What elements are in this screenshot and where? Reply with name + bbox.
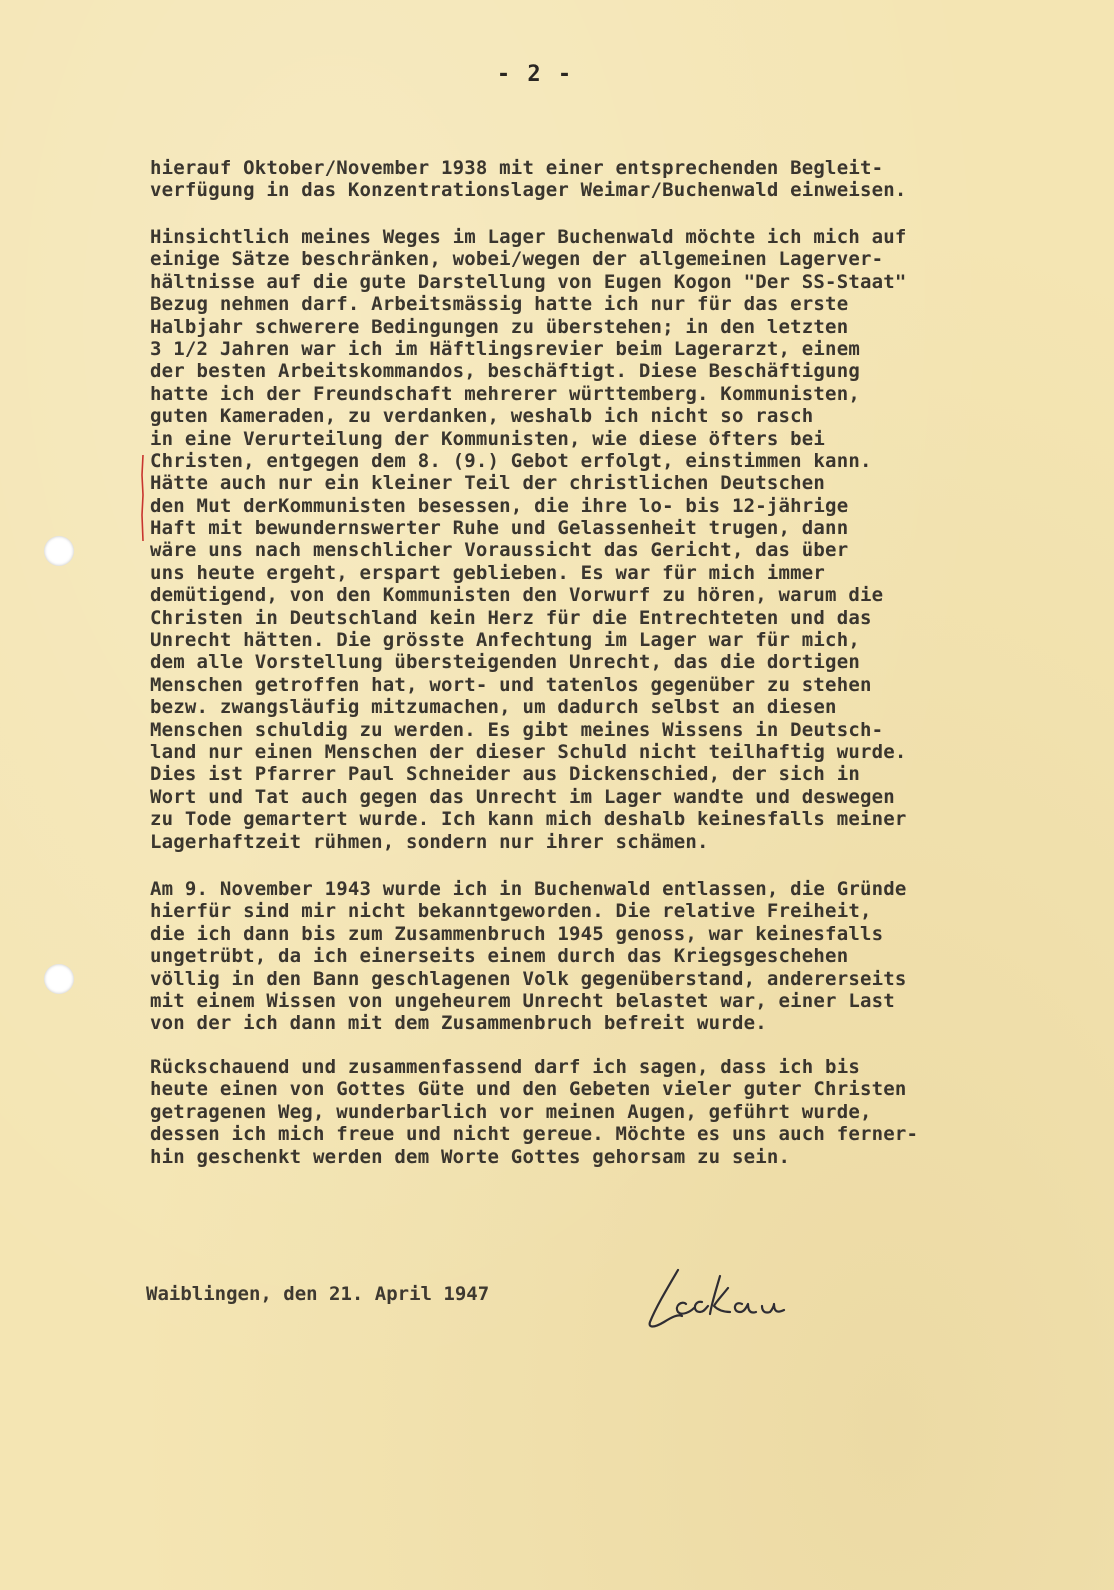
page-number: - 2 - (496, 62, 574, 87)
text-line: heute einen von Gottes Güte und den Gebeten vieler guter Christen (150, 1078, 907, 1101)
place-date-line: Waiblingen, den 21. April 1947 (146, 1283, 490, 1305)
text-line: dessen ich mich freue und nicht gereue. Möchte es uns auch ferner- (150, 1123, 919, 1146)
text-line: die ich dann bis zum Zusammenbruch 1945 genoss, war keinesfalls (150, 922, 884, 945)
text-line: wäre uns nach menschlicher Voraussicht das Gericht, das über (150, 539, 849, 562)
text-line: Rückschauend und zusammenfassend darf ich sagen, dass ich bis (150, 1056, 860, 1078)
text-line: bezw. zwangsläufig mitzumachen, um dadurch selbst an diesen (150, 696, 837, 719)
text-line: 3 1/2 Jahren war ich im Häftlingsrevier beim Lagerarzt, einem (150, 337, 860, 360)
text-line: verfügung in das Konzentrationslager Weimar/Buchenwald einweisen. (150, 179, 907, 202)
text-line: Dies ist Pfarrer Paul Schneider aus Dickenschied, der sich in (150, 763, 860, 786)
text-line: von der ich dann mit dem Zusammenbruch befreit wurde. (150, 1012, 767, 1035)
margin-mark (140, 455, 145, 541)
text-line: Menschen schuldig zu werden. Es gibt meines Wissens in Deutsch- (150, 718, 884, 741)
text-line: Am 9. November 1943 wurde ich in Buchenwald entlassen, die Gründe (150, 878, 907, 900)
paragraph-2 (150, 226, 1050, 853)
text-line: zu Tode gemartert wurde. Ich kann mich deshalb keinesfalls meiner (150, 808, 907, 831)
text-line: völlig in den Bann geschlagenen Volk gegenüberstand, andererseits (150, 967, 907, 990)
text-line: Wort und Tat auch gegen das Unrecht im Lager wandte und deswegen (150, 785, 895, 808)
text-line: Hinsichtlich meines Weges im Lager Buchenwald möchte ich mich auf (150, 226, 907, 248)
text-line: hin geschenkt werden dem Worte Gottes gehorsam zu sein. (150, 1145, 791, 1168)
text-line: hältnisse auf die gute Darstellung von Eugen Kogon "Der SS-Staat" (150, 270, 907, 293)
paragraph-3 (150, 878, 1050, 1035)
text-line: demütigend, von den Kommunisten den Vorwurf zu hören, warum die (150, 584, 884, 607)
text-line: Haft mit bewundernswerter Ruhe und Gelassenheit trugen, dann (150, 517, 849, 540)
text-line: hierfür sind mir nicht bekanntgeworden. Die relative Freiheit, (150, 900, 872, 923)
paragraph-4 (150, 1056, 1050, 1168)
text-line: der besten Arbeitskommandos, beschäftigt. Diese Beschäftigung (150, 360, 860, 383)
text-line: ungetrübt, da ich einerseits einem durch das Kriegsgeschehen (150, 945, 849, 968)
text-line: Christen in Deutschland kein Herz für die Entrechteten und das (150, 606, 872, 629)
punch-hole (44, 964, 74, 994)
text-line: Hätte auch nur ein kleiner Teil der christlichen Deutschen (150, 472, 826, 495)
text-line: den Mut derKommunisten besessen, die ihre lo- bis 12-jährige (150, 494, 849, 517)
text-line: guten Kameraden, zu verdanken, weshalb ich nicht so rasch (150, 405, 814, 428)
text-line: einige Sätze beschränken, wobei/wegen der allgemeinen Lagerver- (150, 248, 884, 271)
signature (638, 1262, 818, 1334)
text-line: land nur einen Menschen der dieser Schuld nicht teilhaftig wurde. (150, 740, 907, 763)
punch-hole (44, 536, 74, 566)
text-line: hierauf Oktober/November 1938 mit einer entsprechenden Begleit- (150, 157, 884, 179)
text-line: Lagerhaftzeit rühmen, sondern nur ihrer schämen. (150, 830, 709, 853)
text-line: in eine Verurteilung der Kommunisten, wie diese öfters bei (150, 427, 826, 450)
text-line: Bezug nehmen darf. Arbeitsmässig hatte ich nur für das erste (150, 293, 849, 316)
text-line: Halbjahr schwerere Bedingungen zu überstehen; in den letzten (150, 315, 849, 338)
text-line: getragenen Weg, wunderbarlich vor meinen Augen, geführt wurde, (150, 1100, 872, 1123)
text-line: hatte ich der Freundschaft mehrerer württemberg. Kommunisten, (150, 382, 860, 405)
paragraph-1 (150, 157, 1050, 202)
text-line: Menschen getroffen hat, wort- und tatenlos gegenüber zu stehen (150, 673, 872, 696)
text-line: Christen, entgegen dem 8. (9.) Gebot erfolgt, einstimmen kann. (150, 449, 872, 472)
text-line: uns heute ergeht, erspart geblieben. Es war für mich immer (150, 561, 826, 584)
text-line: Unrecht hätten. Die grösste Anfechtung im Lager war für mich, (150, 629, 860, 652)
text-line: dem alle Vorstellung übersteigenden Unrecht, das die dortigen (150, 651, 860, 674)
text-line: mit einem Wissen von ungeheurem Unrecht belastet war, einer Last (150, 989, 895, 1012)
